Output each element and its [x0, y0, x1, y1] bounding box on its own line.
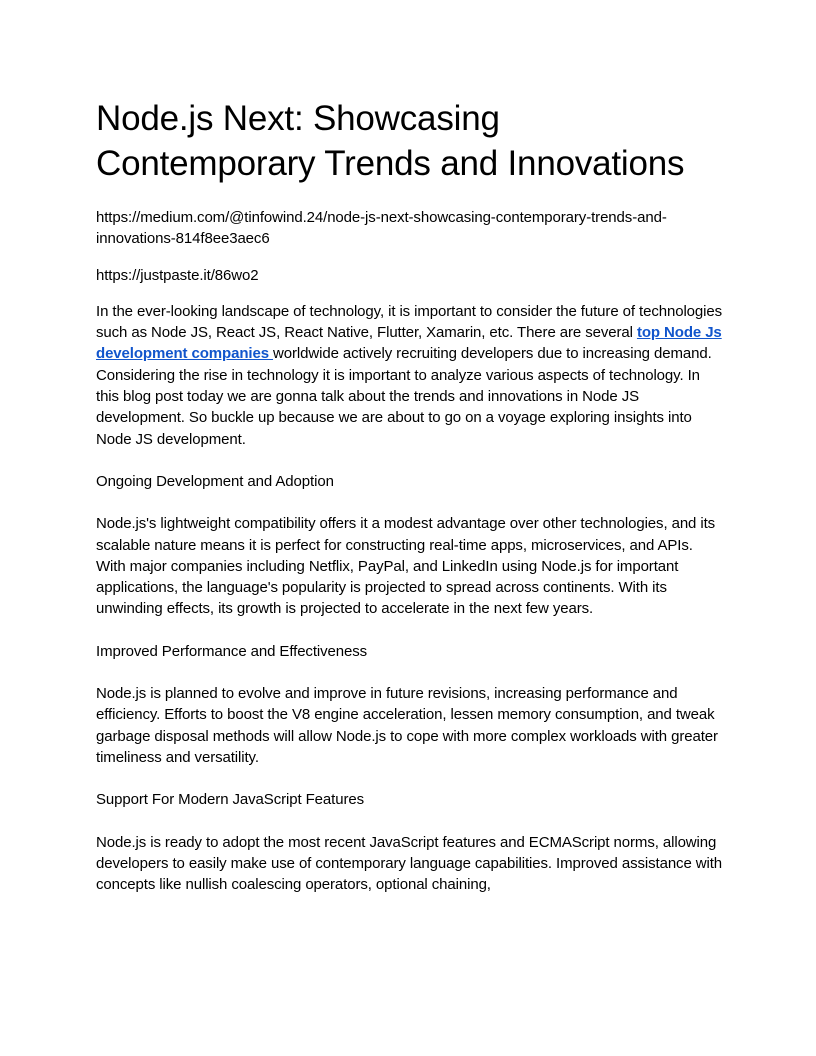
medium-url-text: https://medium.com/@tinfowind.24/node-js-next-showcasing-contemporary-trends-and-innovations-814f8ee3aec6: [96, 209, 667, 248]
page-title: Node.js Next: Showcasing Contemporary Trends and Innovations: [96, 99, 685, 183]
node-js-companies-link[interactable]: top Node Js development companies: [96, 324, 722, 363]
section-heading-ongoing-development: Ongoing Development and Adoption: [96, 472, 334, 490]
section-body-ongoing-development: Node.js's lightweight compatibility offers it a modest advantage over other technologies, and its scalable nature means it is perfect for constructing real-time apps, microservices, and APIs. With major companies including Netflix, PayPal, and LinkedIn using Node.js for important applications, the language's popularity is projected to spread across continents. With its unwinding effects, its growth is projected to accelerate in the next few years.: [96, 515, 716, 618]
section-heading-modern-javascript: Support For Modern JavaScript Features: [96, 791, 364, 809]
intro-paragraph: [96, 301, 726, 450]
section-body-improved-performance: Node.js is planned to evolve and improve in future revisions, increasing performance and efficiency. Efforts to boost the V8 engine acceleration, lessen memory consumption, and tweak garbage disposal methods will allow Node.js to cope with more complex workloads with greater timeliness and versatility.: [96, 685, 718, 766]
section-heading-improved-performance: Improved Performance and Effectiveness: [96, 642, 368, 660]
section-body-modern-javascript: Node.js is ready to adopt the most recent JavaScript features and ECMAScript norms, allowing developers to easily make use of contemporary language capabilities. Improved assistance with concepts like nullish coalescing operators, optional chaining,: [96, 833, 723, 894]
intro-text-before-link: In the ever-looking landscape of technology, it is important to consider the future of technologies such as Node JS, React JS, React Native, Flutter, Xamarin, etc. There are several: [96, 302, 723, 342]
justpaste-url-text: https://justpaste.it/86wo2: [96, 266, 259, 284]
intro-text-after-link: worldwide actively recruiting developers due to increasing demand. Considering the rise in technology it is important to analyze various aspects of technology. In this blog post today we are gonna talk about the trends and innovations in Node JS development. So buckle up because we are about to go on a voyage exploring insights into Node JS development.: [96, 345, 712, 448]
document-page: [96, 96, 726, 895]
